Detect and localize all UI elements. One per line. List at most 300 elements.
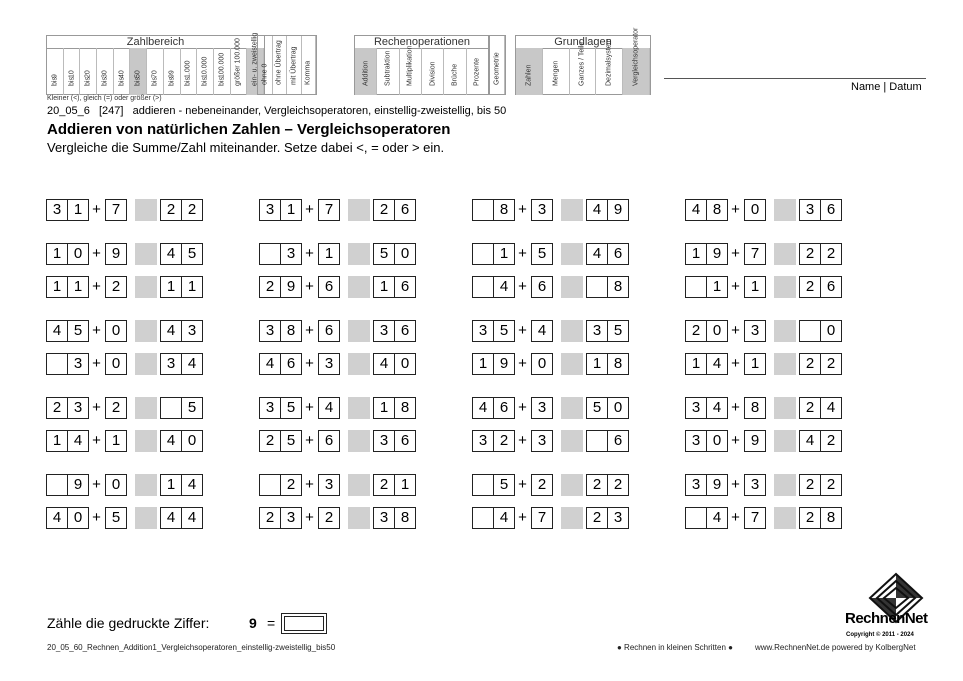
comparison-answer-field[interactable] — [348, 243, 370, 265]
digit-box: 4 — [472, 397, 494, 419]
digit-box: 4 — [318, 397, 340, 419]
plus-sign: + — [305, 399, 314, 416]
comparison-answer-field[interactable] — [561, 320, 583, 342]
digit-box: 2 — [799, 353, 821, 375]
digit-box: 5 — [105, 507, 127, 529]
header-column-value: 9 — [51, 74, 59, 78]
digit-box: 3 — [259, 397, 281, 419]
digit-box: 2 — [607, 474, 629, 496]
comparison-answer-field[interactable] — [348, 474, 370, 496]
digit-box: 1 — [744, 276, 766, 298]
plus-sign: + — [518, 201, 527, 218]
footer-url: www.RechnenNet.de powered by KolbergNet — [755, 643, 916, 652]
comparison-answer-field[interactable] — [774, 507, 796, 529]
header-column — [130, 48, 147, 95]
exercise — [259, 243, 419, 265]
header-column-value: 1.000 — [184, 60, 192, 78]
header-column — [181, 48, 198, 95]
digit-box: 3 — [67, 353, 89, 375]
exercise — [685, 397, 845, 419]
worksheet-code: 20_05_6 [247] addieren - nebeneinander, Vergleichsoperatoren, einstellig-zweistellig, bis 50 — [47, 105, 507, 117]
header-group-3 — [488, 35, 506, 95]
digit-box — [799, 320, 821, 342]
digit-box: 2 — [820, 474, 842, 496]
digit-box: 4 — [373, 353, 395, 375]
digit-box: 8 — [493, 199, 515, 221]
digit-box: 0 — [105, 353, 127, 375]
digit-box: 2 — [280, 474, 302, 496]
digit-box: 6 — [607, 243, 629, 265]
header-column — [467, 48, 489, 95]
digit-box: 0 — [105, 320, 127, 342]
comparison-answer-field[interactable] — [348, 199, 370, 221]
digit-box: 9 — [280, 276, 302, 298]
digit-box: 6 — [318, 430, 340, 452]
plus-sign: + — [731, 509, 740, 526]
exercise — [259, 430, 419, 452]
digit-box: 1 — [472, 353, 494, 375]
digit-box: 7 — [105, 199, 127, 221]
digit-box: 3 — [280, 243, 302, 265]
digit-box: 6 — [394, 320, 416, 342]
exercise — [259, 320, 419, 342]
digit-box: 0 — [181, 430, 203, 452]
digit-box: 4 — [160, 507, 182, 529]
plus-sign: + — [92, 509, 101, 526]
digit-box: 3 — [586, 320, 608, 342]
digit-box: 4 — [46, 507, 68, 529]
footer-filename: 20_05_60_Rechnen_Addition1_Vergleichsoperatoren_einstellig-zweistellig_bis50 — [47, 643, 336, 652]
digit-box — [472, 276, 494, 298]
header-column-value: 99 — [168, 70, 176, 78]
digit-box: 6 — [820, 199, 842, 221]
comparison-answer-field[interactable] — [561, 353, 583, 375]
digit-box: 0 — [394, 353, 416, 375]
header-group-0 — [46, 32, 265, 95]
digit-box — [259, 474, 281, 496]
digit-box: 8 — [280, 320, 302, 342]
comparison-answer-field[interactable] — [348, 276, 370, 298]
digit-box: 4 — [160, 243, 182, 265]
exercise — [259, 199, 419, 221]
exercise — [46, 430, 206, 452]
digit-box: 2 — [160, 199, 182, 221]
digit-box: 5 — [181, 397, 203, 419]
header-column — [489, 36, 505, 94]
header-column-label: Mengen — [552, 60, 560, 86]
header-column-label: größer 100.000 — [234, 38, 242, 86]
digit-box: 3 — [160, 353, 182, 375]
header-column-label: bis — [134, 77, 142, 86]
digit-box — [472, 474, 494, 496]
digit-box: 4 — [493, 507, 515, 529]
comparison-answer-field[interactable] — [774, 474, 796, 496]
digit-box: 2 — [318, 507, 340, 529]
digit-box: 6 — [493, 397, 515, 419]
comparison-answer-field[interactable] — [774, 199, 796, 221]
digit-box: 8 — [744, 397, 766, 419]
header-column-value: 20 — [84, 70, 92, 78]
comparison-answer-field[interactable] — [561, 507, 583, 529]
comparison-answer-field[interactable] — [561, 199, 583, 221]
digit-box: 2 — [259, 430, 281, 452]
digit-box: 5 — [280, 397, 302, 419]
header-group-1 — [257, 35, 317, 95]
digit-box: 1 — [373, 276, 395, 298]
name-date-label: Name | Datum — [851, 81, 922, 93]
digit-box: 8 — [607, 276, 629, 298]
digit-box: 1 — [586, 353, 608, 375]
digit-box: 1 — [685, 243, 707, 265]
header-column-label: ein- u. zweistellig — [251, 32, 259, 86]
header-column — [197, 48, 214, 95]
digit-box: 6 — [394, 199, 416, 221]
comparison-answer-field[interactable] — [348, 320, 370, 342]
digit-box: 1 — [706, 276, 728, 298]
digit-box: 3 — [259, 320, 281, 342]
header-column — [273, 36, 288, 94]
digit-box: 4 — [685, 199, 707, 221]
comparison-answer-field[interactable] — [135, 430, 157, 452]
header-column — [623, 27, 650, 95]
header-column — [516, 48, 543, 95]
comparison-answer-field[interactable] — [774, 243, 796, 265]
plus-sign: + — [92, 399, 101, 416]
digit-box: 9 — [607, 199, 629, 221]
digit-box: 2 — [46, 397, 68, 419]
digit-box: 6 — [280, 353, 302, 375]
digit-box: 2 — [820, 353, 842, 375]
digit-box: 3 — [472, 430, 494, 452]
digit-box: 3 — [531, 430, 553, 452]
digit-box — [685, 276, 707, 298]
header-column-value: 10.000 — [201, 56, 209, 78]
comparison-answer-field[interactable] — [135, 320, 157, 342]
digit-box: 2 — [820, 430, 842, 452]
comparison-answer-field[interactable] — [135, 474, 157, 496]
digit-box: 0 — [67, 507, 89, 529]
digit-box: 7 — [318, 199, 340, 221]
header-column — [302, 36, 317, 94]
header-group-title: Grundlagen — [516, 36, 650, 49]
plus-sign: + — [92, 355, 101, 372]
digit-box: 8 — [706, 199, 728, 221]
digit-box: 8 — [820, 507, 842, 529]
digit-box: 0 — [531, 353, 553, 375]
digit-box: 9 — [493, 353, 515, 375]
digit-box: 1 — [46, 276, 68, 298]
digit-box: 4 — [586, 243, 608, 265]
plus-sign: + — [305, 509, 314, 526]
digit-box: 4 — [46, 320, 68, 342]
digit-box: 3 — [685, 397, 707, 419]
plus-sign: + — [731, 476, 740, 493]
digit-box: 3 — [373, 507, 395, 529]
digit-box: 1 — [685, 353, 707, 375]
digit-box: 2 — [373, 199, 395, 221]
digit-box — [685, 507, 707, 529]
exercise — [685, 276, 845, 298]
comparison-answer-field[interactable] — [561, 276, 583, 298]
exercise — [472, 320, 632, 342]
digit-box: 6 — [531, 276, 553, 298]
count-equals: = — [267, 615, 276, 631]
digit-box: 3 — [472, 320, 494, 342]
digit-box: 6 — [394, 430, 416, 452]
digit-box: 1 — [181, 276, 203, 298]
digit-box: 4 — [706, 353, 728, 375]
exercise — [472, 430, 632, 452]
exercise — [685, 320, 845, 342]
digit-box: 5 — [373, 243, 395, 265]
exercise — [46, 199, 206, 221]
plus-sign: + — [305, 476, 314, 493]
digit-box: 2 — [799, 276, 821, 298]
header-column — [422, 48, 444, 95]
header-column-label: mit Übertrag — [290, 46, 298, 85]
comparison-answer-field[interactable] — [348, 507, 370, 529]
plus-sign: + — [92, 201, 101, 218]
header-column — [400, 45, 422, 95]
digit-box: 6 — [318, 276, 340, 298]
plus-sign: + — [731, 399, 740, 416]
digit-box: 5 — [586, 397, 608, 419]
count-digit: 9 — [249, 615, 257, 631]
digit-box: 2 — [105, 397, 127, 419]
exercise — [46, 353, 206, 375]
header-column — [147, 48, 164, 95]
header-column — [97, 48, 114, 95]
digit-box: 4 — [160, 430, 182, 452]
digit-box: 4 — [820, 397, 842, 419]
digit-box: 8 — [394, 397, 416, 419]
header-column — [164, 48, 181, 95]
comparison-answer-field[interactable] — [348, 397, 370, 419]
digit-box — [259, 243, 281, 265]
header-column-label: bis — [218, 77, 226, 86]
count-answer-box[interactable] — [281, 613, 327, 634]
plus-sign: + — [305, 322, 314, 339]
comparison-answer-field[interactable] — [774, 430, 796, 452]
comparison-answer-field[interactable] — [135, 397, 157, 419]
digit-box — [46, 474, 68, 496]
digit-box: 4 — [160, 320, 182, 342]
digit-box: 0 — [744, 199, 766, 221]
exercise — [472, 474, 632, 496]
digit-box: 6 — [318, 320, 340, 342]
plus-sign: + — [305, 432, 314, 449]
digit-box: 9 — [67, 474, 89, 496]
digit-box: 3 — [607, 507, 629, 529]
digit-box: 9 — [105, 243, 127, 265]
plus-sign: + — [518, 476, 527, 493]
digit-box: 0 — [706, 430, 728, 452]
comparison-answer-field[interactable] — [135, 353, 157, 375]
digit-box: 4 — [67, 430, 89, 452]
exercise — [46, 507, 206, 529]
header-column — [377, 48, 399, 95]
plus-sign: + — [305, 201, 314, 218]
header-column-label: bis — [168, 77, 176, 86]
digit-box: 3 — [531, 397, 553, 419]
digit-box: 2 — [259, 507, 281, 529]
header-column-label: Division — [429, 61, 437, 86]
plus-sign: + — [518, 509, 527, 526]
digit-box: 6 — [820, 276, 842, 298]
plus-sign: + — [731, 201, 740, 218]
header-column-label: bis — [68, 77, 76, 86]
plus-sign: + — [518, 432, 527, 449]
digit-box: 2 — [259, 276, 281, 298]
digit-box: 6 — [394, 276, 416, 298]
plus-sign: + — [92, 476, 101, 493]
header-column-label: bis — [101, 77, 109, 86]
digit-box: 5 — [181, 243, 203, 265]
header-column — [47, 48, 64, 95]
comparison-answer-field[interactable] — [561, 243, 583, 265]
header-column-label: Multiplikation — [406, 45, 414, 86]
digit-box: 3 — [259, 199, 281, 221]
comparison-answer-field[interactable] — [348, 430, 370, 452]
digit-box: 3 — [531, 199, 553, 221]
exercise — [685, 474, 845, 496]
digit-box: 4 — [181, 507, 203, 529]
digit-box: 1 — [67, 276, 89, 298]
digit-box: 1 — [46, 430, 68, 452]
exercise — [259, 276, 419, 298]
plus-sign: + — [731, 355, 740, 372]
footer-slogan: ● Rechnen in kleinen Schritten ● — [617, 643, 733, 652]
header-column — [444, 48, 466, 95]
comparison-answer-field[interactable] — [561, 397, 583, 419]
digit-box: 2 — [531, 474, 553, 496]
exercise — [685, 243, 845, 265]
digit-box: 4 — [586, 199, 608, 221]
count-label: Zähle die gedruckte Ziffer: — [47, 615, 210, 631]
instruction: Vergleiche die Summe/Zahl miteinander. Setze dabei <, = oder > ein. — [47, 140, 445, 155]
exercise — [685, 199, 845, 221]
comparison-answer-field[interactable] — [135, 243, 157, 265]
comparison-answer-field[interactable] — [135, 199, 157, 221]
header-column-label: bis — [151, 77, 159, 86]
digit-box: 0 — [607, 397, 629, 419]
header-column-label: Komma — [304, 60, 312, 85]
plus-sign: + — [518, 245, 527, 262]
comparison-answer-field[interactable] — [774, 276, 796, 298]
digit-box: 1 — [493, 243, 515, 265]
digit-box: 0 — [394, 243, 416, 265]
plus-sign: + — [92, 432, 101, 449]
comparison-answer-field[interactable] — [774, 353, 796, 375]
header-column-label: Addition — [362, 60, 370, 86]
comparison-answer-field[interactable] — [135, 276, 157, 298]
header-column-label: ohne Übertrag — [275, 40, 283, 85]
plus-sign: + — [518, 399, 527, 416]
digit-box — [586, 276, 608, 298]
digit-box: 2 — [799, 243, 821, 265]
comparison-answer-field[interactable] — [774, 320, 796, 342]
header-column — [214, 48, 231, 95]
comparison-answer-field[interactable] — [774, 397, 796, 419]
comparison-answer-field[interactable] — [561, 430, 583, 452]
header-column-value: 70 — [151, 70, 159, 78]
exercise — [259, 353, 419, 375]
name-line — [664, 78, 926, 79]
header-column-value: 50 — [134, 70, 142, 78]
digit-box: 8 — [607, 353, 629, 375]
exercise — [46, 320, 206, 342]
digit-box: 3 — [46, 199, 68, 221]
digit-box: 3 — [280, 507, 302, 529]
header-column-label: bis — [201, 77, 209, 86]
comparison-answer-field[interactable] — [348, 353, 370, 375]
digit-box — [472, 243, 494, 265]
header-column-label: Zahlen — [525, 64, 533, 86]
digit-box: 1 — [160, 474, 182, 496]
header-column-label: Geometrie — [493, 52, 500, 85]
plus-sign: + — [731, 278, 740, 295]
digit-box: 5 — [607, 320, 629, 342]
brand-name: RechnenNet — [845, 610, 928, 627]
header-group-2 — [354, 35, 490, 95]
header-column-label: Subtraktion — [384, 50, 392, 86]
plus-sign: + — [731, 245, 740, 262]
comparison-answer-field[interactable] — [135, 507, 157, 529]
plus-sign: + — [305, 278, 314, 295]
exercise — [685, 430, 845, 452]
digit-box: 7 — [531, 507, 553, 529]
digit-box: 3 — [799, 199, 821, 221]
digit-box: 2 — [586, 474, 608, 496]
digit-box: 7 — [744, 507, 766, 529]
plus-sign: + — [92, 322, 101, 339]
page-title: Addieren von natürlichen Zahlen – Vergleichsoperatoren — [47, 121, 451, 138]
digit-box: 2 — [181, 199, 203, 221]
header-column-label: Dezimalsystem — [605, 38, 613, 86]
digit-box: 5 — [493, 320, 515, 342]
header-column-label: Vergleichsoperator — [632, 27, 640, 86]
digit-box: 2 — [820, 243, 842, 265]
plus-sign: + — [731, 432, 740, 449]
digit-box: 4 — [181, 353, 203, 375]
plus-sign: + — [518, 355, 527, 372]
comparison-answer-field[interactable] — [561, 474, 583, 496]
digit-box: 1 — [280, 199, 302, 221]
header-column-label: Brüche — [451, 63, 459, 86]
exercise — [685, 507, 845, 529]
header-column-label: Ganzes / Teile — [578, 41, 586, 86]
exercise — [685, 353, 845, 375]
plus-sign: + — [518, 278, 527, 295]
exercise — [259, 474, 419, 496]
digit-box: 5 — [67, 320, 89, 342]
header-column-label: ohne 0 — [261, 63, 269, 85]
exercise — [46, 397, 206, 419]
plus-sign: + — [92, 278, 101, 295]
digit-box: 3 — [744, 474, 766, 496]
exercise — [46, 243, 206, 265]
digit-box — [160, 397, 182, 419]
header-column — [570, 41, 597, 95]
digit-box: 5 — [493, 474, 515, 496]
exercise — [472, 243, 632, 265]
digit-box: 3 — [67, 397, 89, 419]
header-column-label: bis — [118, 77, 126, 86]
exercise — [46, 276, 206, 298]
digit-box: 0 — [820, 320, 842, 342]
header-column-label: bis — [84, 77, 92, 86]
digit-box: 6 — [607, 430, 629, 452]
